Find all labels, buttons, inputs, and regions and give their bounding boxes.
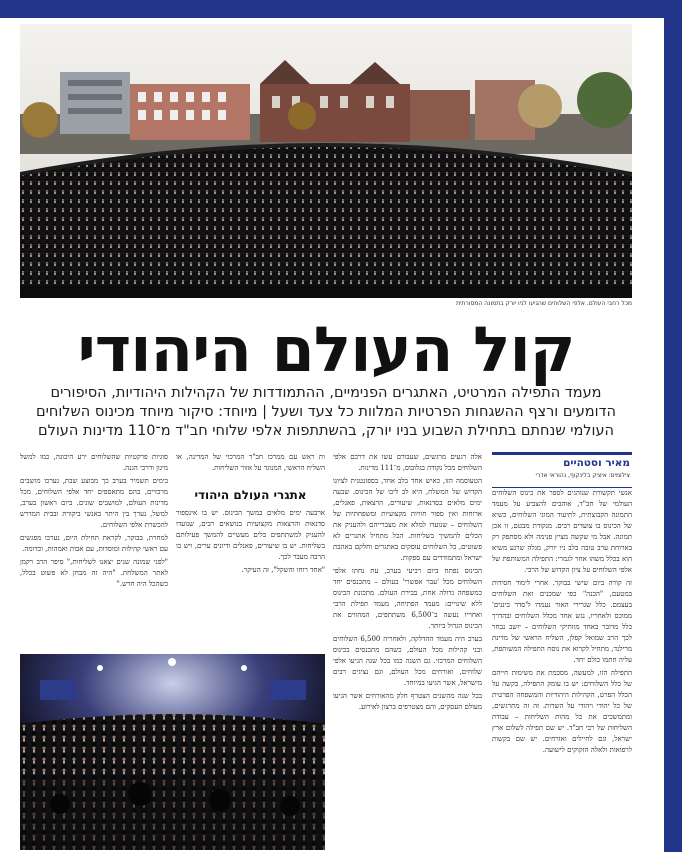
byline-name: מאיר וסטהיים [563, 457, 630, 469]
event-hall-photo [20, 654, 325, 850]
building-main [260, 84, 410, 142]
screen-right [270, 680, 306, 700]
paragraph: ות ראש עם ממרכז חב"ד המרכזי של המדינה, או השליח הראשי, המנוגד על אזור השליחות. [176, 453, 325, 472]
crowd-photo-illustration [20, 24, 632, 298]
hero-caption: מכל רחבי העולם. אלפי השלוחים שהגיעו לניו יורק בתמונה המסורתית [456, 300, 632, 307]
paragraph: סוגיות פרקטיות שהשלוחים ירע היכונה, כמו למשל מיגון ודרכי הגנה. [20, 453, 168, 472]
byline-credit: צילומים: איציק בלינקוף, נהוראי אדרי [535, 472, 630, 479]
paragraph: זה קורה ביום שישי בבוקר. אחרי לימוד חסידות במטעם, "הכנה" כפי שמכנים זאת השלוחים בעצמם. כלל שגרירי האור נעמדו ל'סדר ביננים' ממוכס ולאחריו, נגש אחד מכלל השלוחים ובהדרך כלל מדובר באחד מוותיקי השלוחים – יושב נבחר לכך הרב שמואל קפלן, השליח הראשי של מדינת מרילנד, מתחיל לקרוא את נוסח התפילה המשותפת, עליה חתמו כולם יחד. [492, 579, 632, 664]
paragraph: הטעוסמה הזו, כאיש אחד בלב אחד, בספונטנית לציונו הקדוש של המשלח, היא לב ליבו של הכינוס. שבעה ימים מלאים בסדנאות, שיעורים, הרצאות, פאנלים, ארוחות ואין ספור חוויות מקצועיות ומשפחתיות של השלוחים – שנועדו למלא את מצברייהם ולהעניק את הכלים להמשיך בשליחות. הכל מתחיל אתגרים לא פשוטים, כל השלוחים עוסקים באתגרים וחלקם באהבת ישראל ומתמודדים עם ספקות. [333, 477, 482, 562]
paragraph: אלה רגעים מרגשים, שעבורם עשו את דרכם אלפי השלוחים מכל נקודה בגלובוס, מ־111 מדינות. [333, 453, 482, 472]
frame-right-bar [664, 0, 682, 852]
crowd [20, 145, 632, 298]
frame-top-bar [0, 0, 682, 18]
paragraph: ארבעה ימים מלאים במשך הכינוס. יש בו אינספור סדנאות והרצאות מקצועיות בנושאים רבים, שנועדו להעניק למשתתפים כלים מעשיים להמשך פעילותם בשליחות. יש בו שיעורים, פאנלים ודיונים ערים, ויש בו הרבה מעבר לכך. [176, 509, 325, 561]
paragraph: "אחד רוחו והשקל", זה העיקר. [241, 566, 325, 574]
section-subtitle: אתגרי העולם היהודי [194, 488, 307, 502]
paragraph: התפילה הזו, למעשה, מסכמת את משימות חייהם של כלל השלוחים: יש בו עומק התפילה, בקשה על הכלל הפרט, הקהילות היהודיות והמשפחה הפרטית של כל יהודי ויהודי על השדות. זה זה מתרגשים, ומתמשכים את כל מהות השליחות – עבודת השליחות של רבי חב"ד. יש שם תפילה לשלום ארץ ישראל, וגם לחיילים ואזרחים. יש שם בקשות לרפואות ולאלה הזקוקים לישועה. [492, 669, 632, 754]
subheadline: מעמד התפילה המרטיט, האתגרים הפנימיים, ההתמודדות של הקהילות היהודיות, הסיפורים הדומעים ורצף ההשגחות הפרטיות המלוות כל צעד ושעל | מיוחד: סיקור מיוחד מכינוס השלוחים העולמי שנחתם בתחילת השבוע בניו יורק, בהשתתפות אלפי שלוחי חב"ד מ־110 מדינות העולם [36, 385, 616, 439]
article-column-2 [333, 452, 482, 850]
paragraph: הכינוס נפתח ביום רביעי בערב, עת נחתו אלפי השלוחים מכל 'עבר אפשרי' בעולם – מתכנסים יחד כמשפחה גדולה אחת, בבירת העולם. מתכונת הכינוס ללא שינויים: מעמד הפתיחה, מעמד תפילת הרבי ואחריו נעשה ב־6,500 משתתפים, המהווים את הכינוס הגדול ביותר. [333, 567, 482, 630]
paragraph: אנשי תקשורת שנוהגים לספר את כינוס השלוחים העולמי של חב"ד, אוהבים להצביע על מעמד התמונה הקבוצתית, לתיעוד המוני השלוחים, כשיא של הכינוס בו צועדים רבים. מנקודת מבטם, זו אכן תמונה. אבל מי שקשה מציץ פנימה ולא מסתפק רק בארוחת ערב טובה בלב ניו יורק, מגלה שרגע משיא הוא בכלל משהו אחר לגמרי: התפילה המשותפת של אלפי השלוחים על ציון הקדוש של הרבי. [492, 489, 632, 574]
headline: קול העולם היהודי [77, 313, 575, 386]
article-column-3 [176, 452, 325, 646]
tree-left [22, 102, 58, 138]
paragraph: "לפני שמונה שנים יצאנו לשליחות," סיפר הרב רקמן לאתר המשלחת. "היה זה מבחן לא פשוט בכלל, כשהכל היה חדש." [20, 558, 168, 588]
paragraph: בימים תשמיר בערב כך מבוצע שבת, נערכו מושבים מרכזיים, בהם מתאספים יחד אלפי השלוחים, מכל מדינות העולם, למושבים שונים. ביום ראשון בערב, למשל, נערך בין היתר באנשי ביקורת ובבית המדרש להכשרת אלפי השלוחים. [20, 477, 168, 529]
paragraph: בכל שנה מהשנים הצטרף חלק מהאורחים אשר הגיעו מעולם העסקים, והם מצטרפים ברצון לאירוע. [333, 692, 482, 711]
byline-box [492, 452, 632, 488]
paragraph: למחרת, בבוקר, לקראת תחילת היום, נערכו מפגשים עם ראשי קהילות ומוסדות, עם אבות ואמהות, וכדומה. [20, 534, 168, 553]
screen-left [40, 680, 76, 700]
tree-right [577, 72, 632, 128]
article-column-4 [20, 452, 168, 646]
event-hall-illustration [20, 654, 325, 850]
paragraph: בערב היה מעמד ההדלקה, ולאחריה 6,500 השלוחים ובני קהילות מכל העולם, כשהם מתכנסים בכינוס השלוחים המרכזי. גם השנה כמו בכל שנה הגיעו אלפי שלוחים, ואורחים מכל העולם, וגם נציגים רבים מישראל, אשר הגיעו במיוחד. [333, 635, 482, 687]
article-column-1 [492, 488, 632, 850]
hero-photo [20, 24, 632, 298]
